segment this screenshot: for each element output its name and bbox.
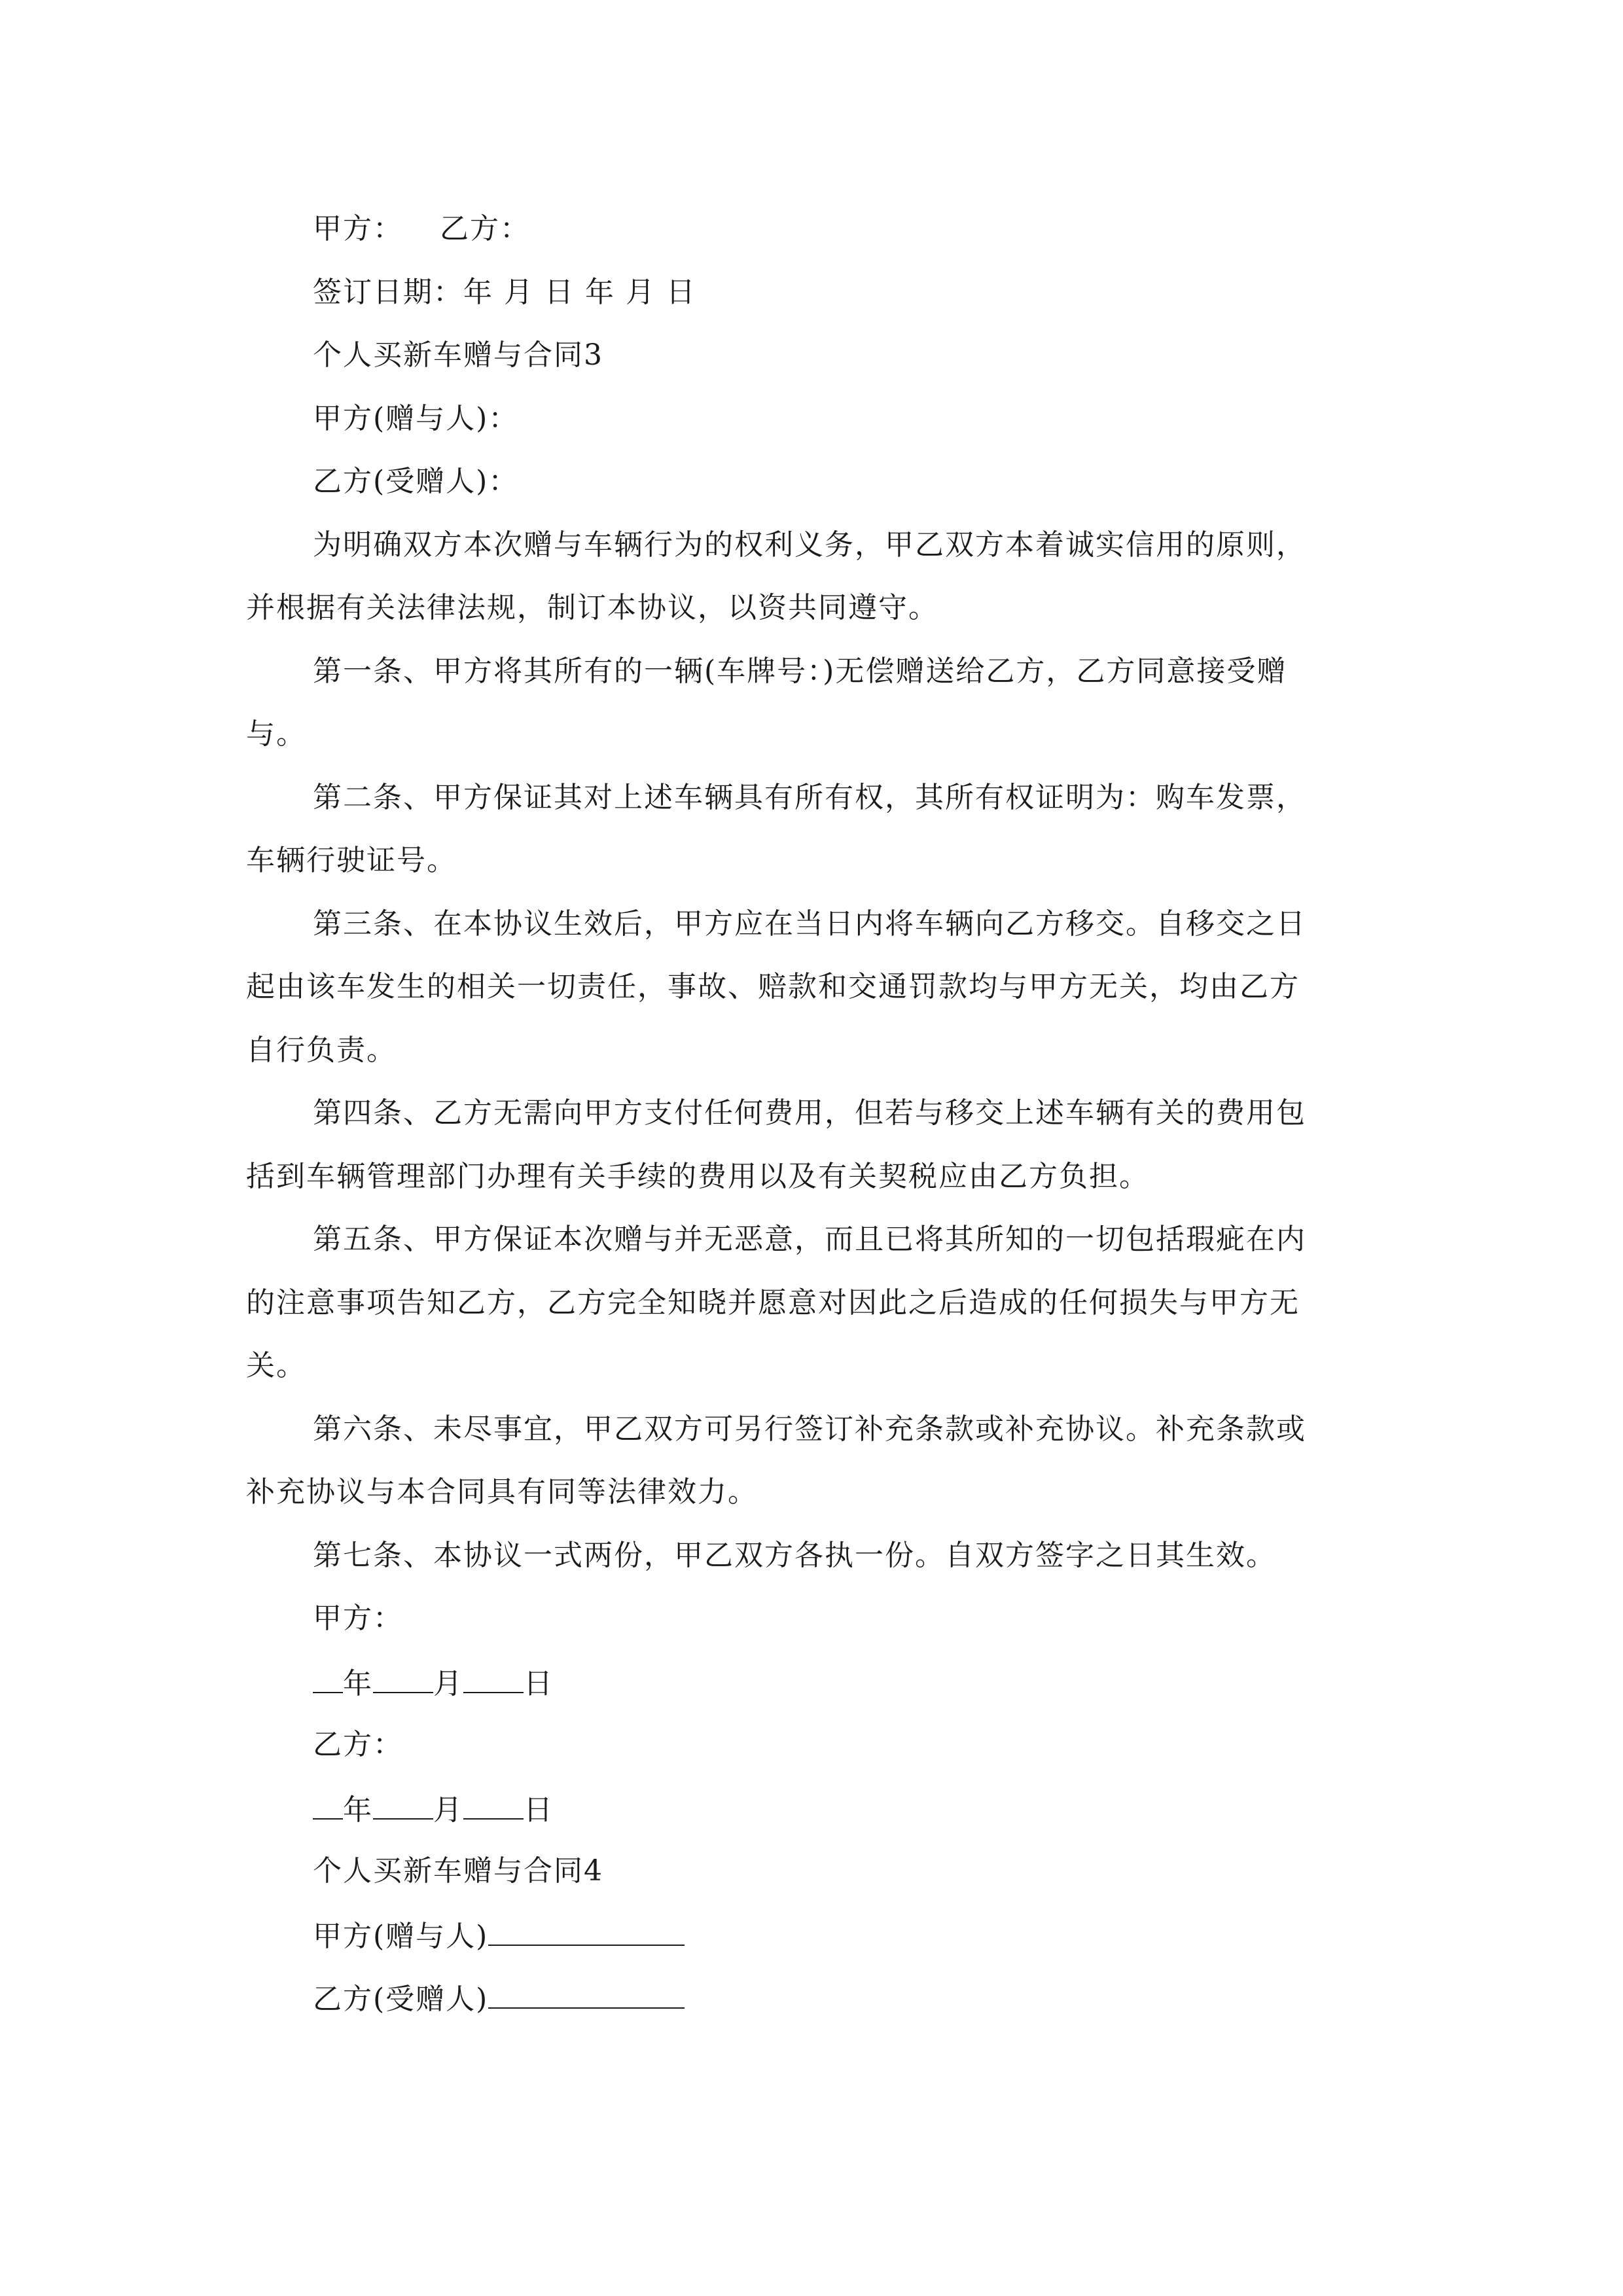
party-b-label: 乙方： xyxy=(440,212,530,245)
year-label: 年 xyxy=(343,1667,373,1700)
donee-blank xyxy=(488,1981,685,2009)
year-blank xyxy=(313,1666,343,1693)
party-line xyxy=(246,213,1452,245)
article-3-line-1: 第三条、在本协议生效后，甲方应在当日内将车辆向乙方移交。自移交之日 xyxy=(313,907,1306,941)
day-label: 日 xyxy=(524,1667,554,1700)
article-7-line-1: 第七条、本协议一式两份，甲乙双方各执一份。自双方签字之日其生效。 xyxy=(313,1539,1276,1572)
article-6-line-1: 第六条、未尽事宜，甲乙双方可另行签订补充条款或补充协议。补充条款或 xyxy=(313,1412,1306,1446)
day-label: 日 xyxy=(524,1793,554,1827)
article-6-line-2: 补充协议与本合同具有同等法律效力。 xyxy=(246,1475,758,1509)
signature-b-date xyxy=(246,1792,1452,1827)
month-label: 月 xyxy=(433,1667,463,1700)
signature-a-date xyxy=(246,1666,1452,1700)
article-5-line-1: 第五条、甲方保证本次赠与并无恶意，而且已将其所知的一切包括瑕疵在内 xyxy=(313,1223,1306,1256)
month-label: 月 xyxy=(433,1793,463,1827)
article-2-line-1: 第二条、甲方保证其对上述车辆具有所有权，其所有权证明为：购车发票， xyxy=(313,781,1306,814)
day-blank xyxy=(463,1792,524,1820)
year-blank xyxy=(313,1792,343,1820)
year-label: 年 xyxy=(343,1793,373,1827)
contract4-title: 个人买新车赠与合同4 xyxy=(313,1854,603,1888)
article-4-line-1: 第四条、乙方无需向甲方支付任何费用，但若与移交上述车辆有关的费用包 xyxy=(313,1096,1306,1130)
signature-a-label: 甲方： xyxy=(313,1602,403,1635)
party-a-label: 甲方： xyxy=(313,212,403,245)
article-1-line-1: 第一条、甲方将其所有的一辆(车牌号：)无偿赠送给乙方，乙方同意接受赠 xyxy=(313,655,1287,688)
contract4-donee-line xyxy=(246,1981,1452,2016)
day-blank xyxy=(463,1666,524,1693)
contract3-donor: 甲方(赠与人)： xyxy=(313,402,519,435)
month-blank xyxy=(373,1666,433,1693)
contract4-donor-line xyxy=(246,1918,1452,1953)
sign-date-line: 签订日期：年 月 日 年 月 日 xyxy=(313,276,696,309)
article-5-line-3: 关。 xyxy=(246,1349,306,1382)
contract4-donee: 乙方(受赠人) xyxy=(313,1982,489,2016)
article-1-line-2: 与。 xyxy=(246,717,306,751)
contract3-donee: 乙方(受赠人)： xyxy=(313,465,519,498)
article-5-line-2: 的注意事项告知乙方，乙方完全知晓并愿意对因此之后造成的任何损失与甲方无 xyxy=(246,1286,1300,1319)
contract4-donor: 甲方(赠与人) xyxy=(313,1920,489,1953)
donor-blank xyxy=(488,1918,685,1946)
article-3-line-3: 自行负责。 xyxy=(246,1033,397,1067)
preamble-line-2: 并根据有关法律法规，制订本协议，以资共同遵守。 xyxy=(246,591,938,624)
article-2-line-2: 车辆行驶证号。 xyxy=(246,844,457,877)
preamble-line-1: 为明确双方本次赠与车辆行为的权利义务，甲乙双方本着诚实信用的原则， xyxy=(313,528,1306,562)
article-3-line-2: 起由该车发生的相关一切责任，事故、赔款和交通罚款均与甲方无关，均由乙方 xyxy=(246,970,1300,1003)
contract3-title: 个人买新车赠与合同3 xyxy=(313,338,603,372)
signature-b-label: 乙方： xyxy=(313,1728,403,1761)
article-4-line-2: 括到车辆管理部门办理有关手续的费用以及有关契税应由乙方负担。 xyxy=(246,1160,1149,1193)
month-blank xyxy=(373,1792,433,1820)
